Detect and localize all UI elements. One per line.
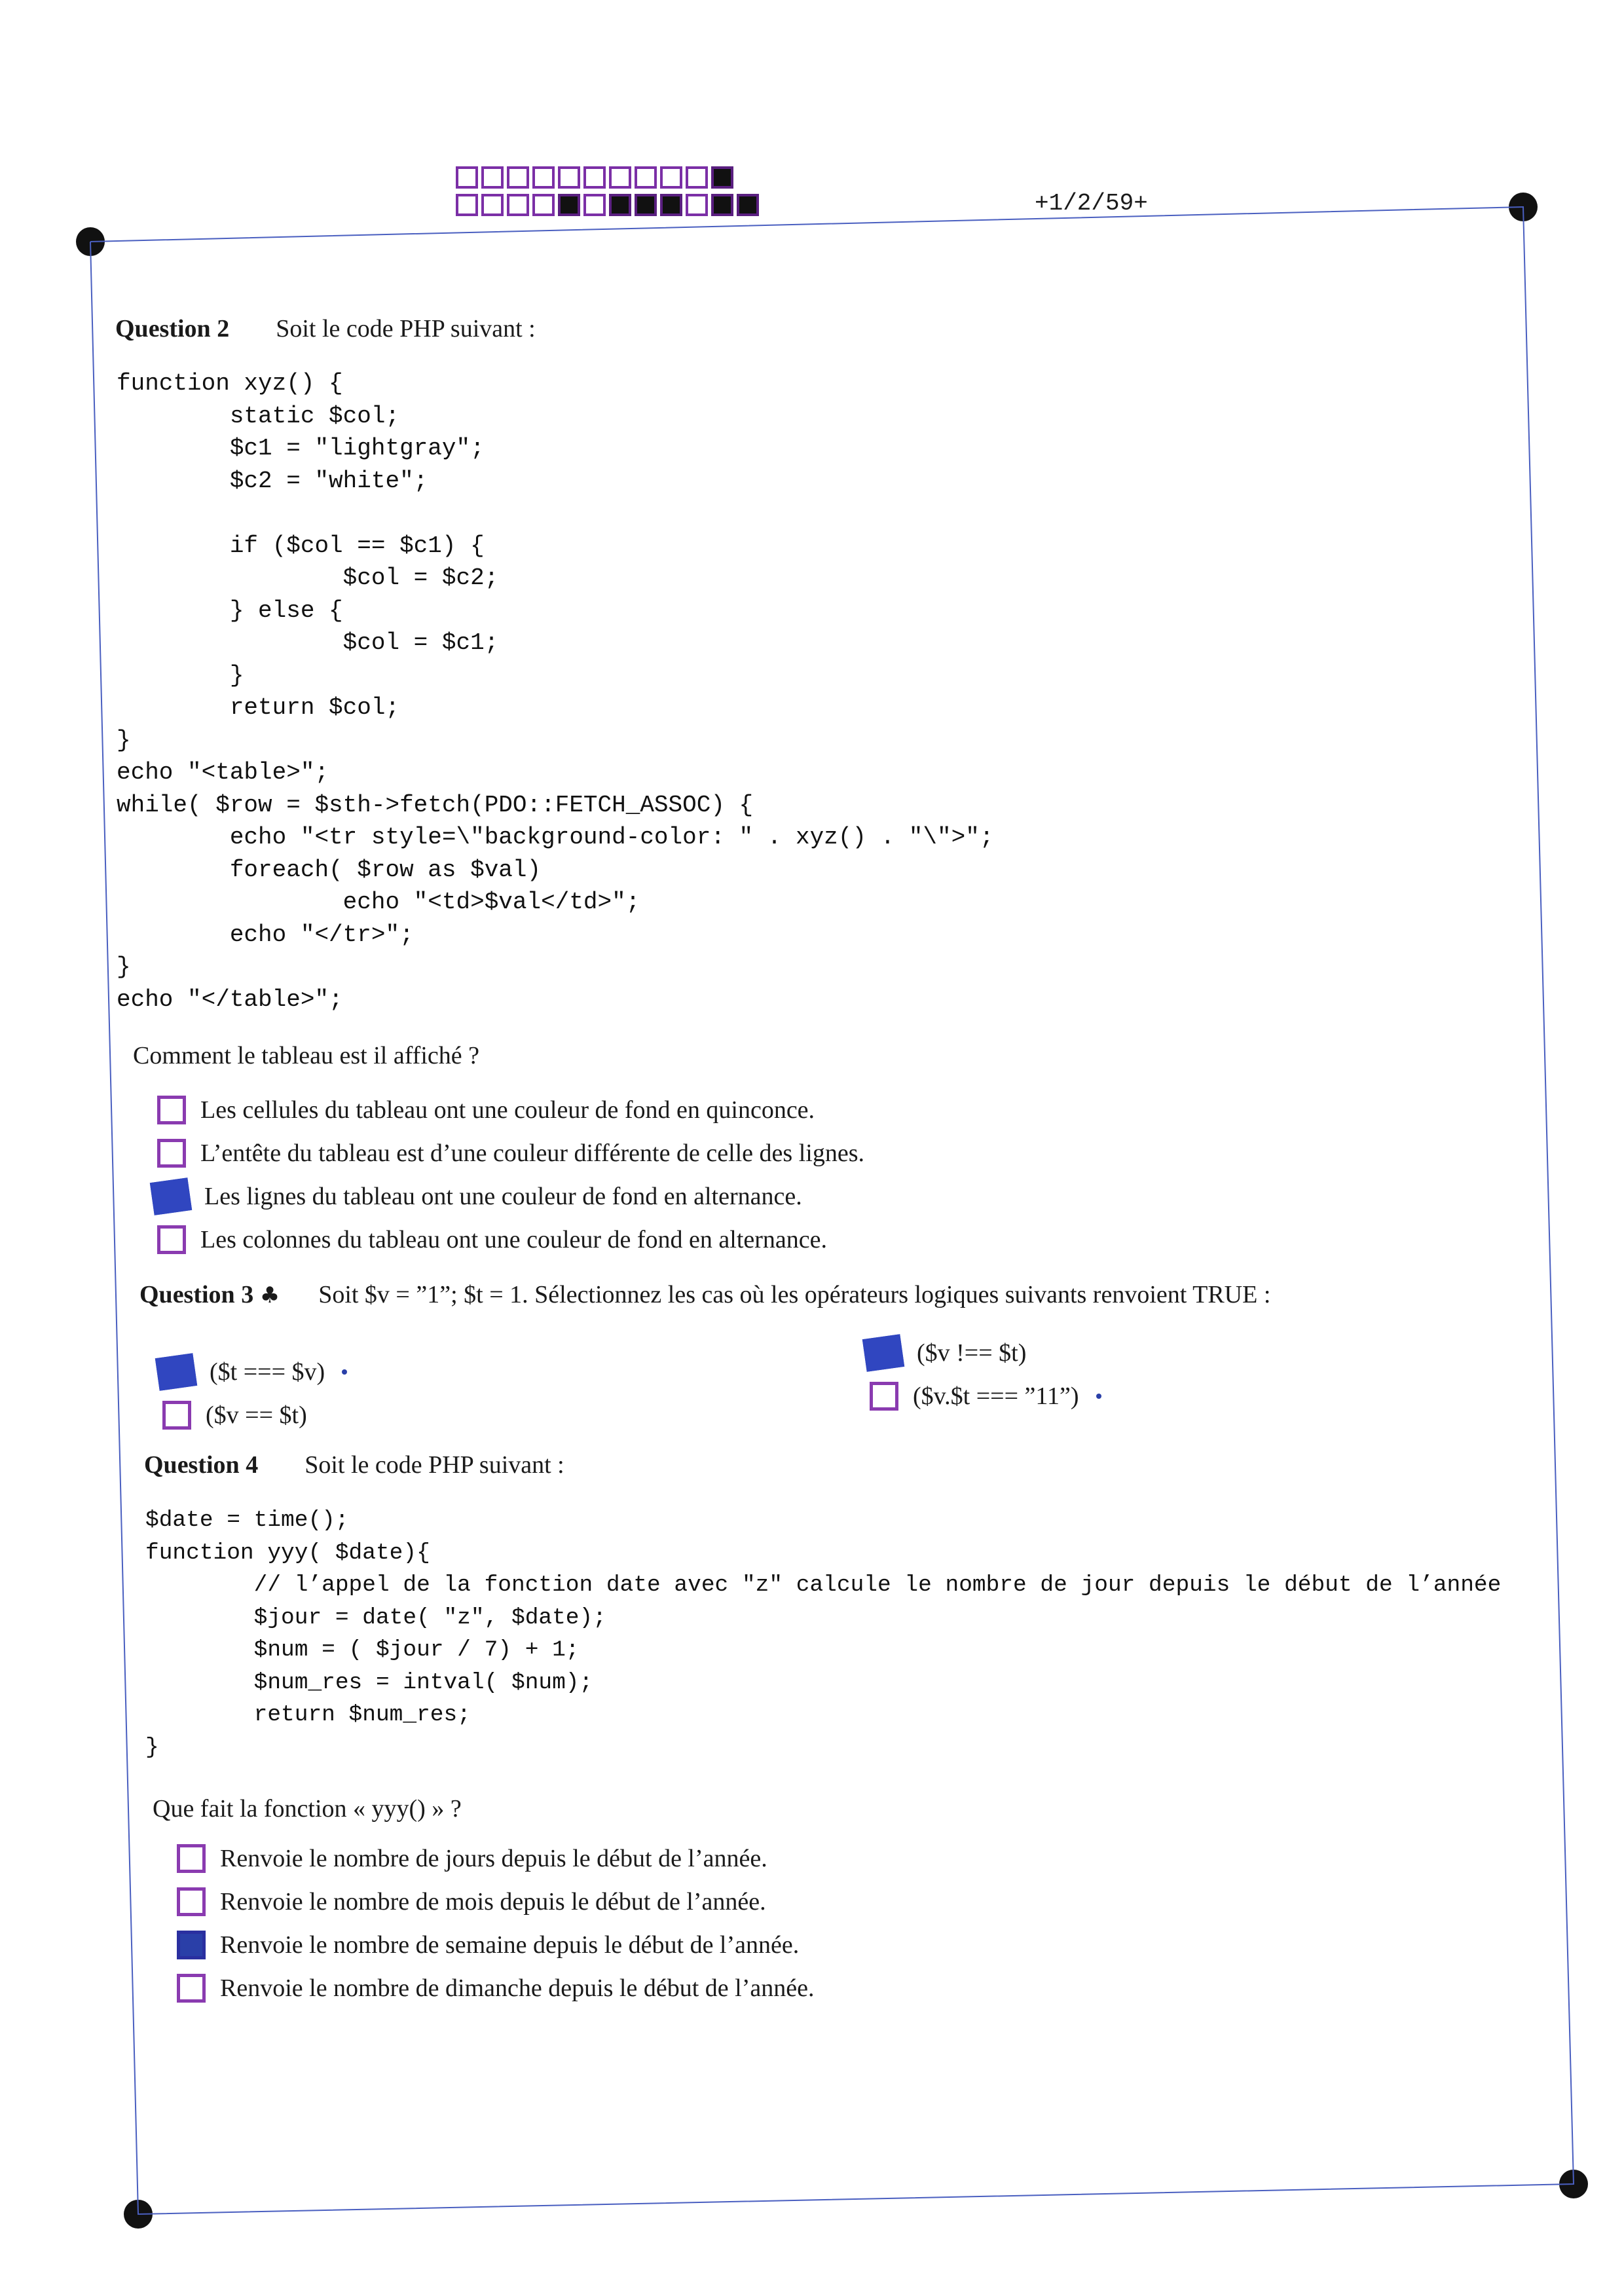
checkbox-icon[interactable] [177,1887,206,1916]
checkbox-icon[interactable] [157,1096,186,1124]
id-box [507,166,529,189]
answer-label: ($t === $v) [210,1358,325,1386]
id-box [711,194,733,216]
checkbox-icon[interactable] [157,1139,186,1168]
checked-checkbox-icon[interactable] [177,1931,206,1959]
q2-intro: Soit le code PHP suivant : [276,315,536,343]
answer-label: Les cellules du tableau ont une couleur de fond en quinconce. [200,1096,815,1124]
id-box [507,194,529,216]
id-box [686,166,708,189]
answer-label: Renvoie le nombre de jours depuis le début de l’année. [220,1845,767,1872]
id-box [609,194,631,216]
id-box [737,194,759,216]
answer-label: Les lignes du tableau ont une couleur de fond en alternance. [204,1183,802,1210]
answer-label: Les colonnes du tableau ont une couleur de fond en alternance. [200,1226,828,1253]
answer-label: Renvoie le nombre de mois depuis le début de l’année. [220,1888,766,1916]
q2-code-block: function xyz() { static $col; $c1 = "lightgray"; $c2 = "white"; if ($col == $c1) { $col = $c2; } else { $col = $c1; } return $col; } echo "<table>"; while( $row = $sth->fetch(PDO::FETCH_ASSOC) { echo "<tr style=\"background-color: " . xyz() . "\">"; foreach( $row as $val) echo "<td>$val</td>"; echo "</tr>"; } echo "</table>"; [117,370,994,1013]
answer-option[interactable] [157,1132,864,1175]
checkbox-icon[interactable] [177,1974,206,2003]
id-box [609,166,631,189]
answer-label: ($v.$t === ”11”) [913,1382,1079,1410]
id-box [583,166,606,189]
checkbox-icon[interactable] [162,1401,191,1430]
checkbox-icon[interactable] [177,1844,206,1873]
q3-intro: Soit $v = ”1”; $t = 1. Sélectionnez les cas où les opérateurs logiques suivants renvoient TRUE : [318,1281,1271,1308]
id-box [532,194,555,216]
q2-label: Question 2 [115,315,230,343]
id-box [532,166,555,189]
answer-label: Renvoie le nombre de dimanche depuis le début de l’année. [220,1974,815,2002]
answer-label: ($v == $t) [206,1401,307,1429]
id-box [635,166,657,189]
corner-mark-top-right [1509,193,1538,221]
page-id: +1/2/59+ [1035,190,1148,217]
q4-code-block: $date = time(); function yyy( $date){ // l’appel de la fonction date avec "z" calcule le nombre de jour depuis le début de l’année $jour = date( "z", $date); $num = ( $jour / 7) + 1; $num_res = intval( $num); return $num_res; } [145,1508,1502,1760]
id-box [456,166,478,189]
answer-option[interactable] [870,1375,1101,1418]
club-symbol-icon: ♣ [259,1282,280,1308]
answer-option[interactable] [177,1837,814,1880]
checked-checkbox-icon[interactable] [150,1177,192,1215]
id-box [660,166,682,189]
id-box-row-1 [456,166,762,189]
id-box [456,194,478,216]
answer-option[interactable] [177,1923,814,1967]
q4-prompt: Que fait la fonction « yyy() » ? [153,1795,462,1823]
q3-title [139,1280,1270,1309]
answer-option[interactable] [177,1967,814,2010]
q4-answers [177,1837,814,2010]
answer-option[interactable] [157,1088,864,1132]
answer-option[interactable] [162,1394,347,1437]
id-box [481,194,504,216]
q4-label: Question 4 [144,1451,259,1479]
pen-dot-mark [1096,1394,1101,1399]
q4-intro: Soit le code PHP suivant : [304,1451,564,1479]
q3-answers-left [162,1350,347,1437]
checkbox-icon[interactable] [157,1225,186,1254]
answer-label: L’entête du tableau est d’une couleur différente de celle des lignes. [200,1139,864,1167]
id-box [583,194,606,216]
id-box [558,194,580,216]
pen-dot-mark [342,1369,347,1375]
answer-option[interactable] [870,1331,1101,1375]
answer-option[interactable] [157,1175,864,1218]
checkbox-icon[interactable] [870,1382,898,1411]
id-box [686,194,708,216]
checked-checkbox-icon[interactable] [862,1334,904,1372]
id-box [660,194,682,216]
corner-mark-top-left [76,227,105,256]
q2-answers [157,1088,864,1261]
q2-title [115,314,536,343]
answer-label: Renvoie le nombre de semaine depuis le début de l’année. [220,1931,800,1959]
answer-option[interactable] [177,1880,814,1923]
answer-label: ($v !== $t) [917,1339,1027,1367]
q3-label: Question 3 [139,1281,254,1308]
corner-mark-bottom-right [1559,2170,1588,2198]
id-box [711,166,733,189]
q3-answers-right [870,1331,1101,1418]
corner-mark-bottom-left [124,2200,153,2229]
id-box [635,194,657,216]
q2-prompt: Comment le tableau est il affiché ? [133,1042,479,1069]
id-box [481,166,504,189]
checked-checkbox-icon[interactable] [155,1353,197,1391]
id-box-row-2 [456,194,762,216]
answer-option[interactable] [162,1350,347,1394]
answer-option[interactable] [157,1218,864,1261]
q4-title [144,1451,564,1479]
student-id-boxes [456,166,762,221]
id-box [558,166,580,189]
